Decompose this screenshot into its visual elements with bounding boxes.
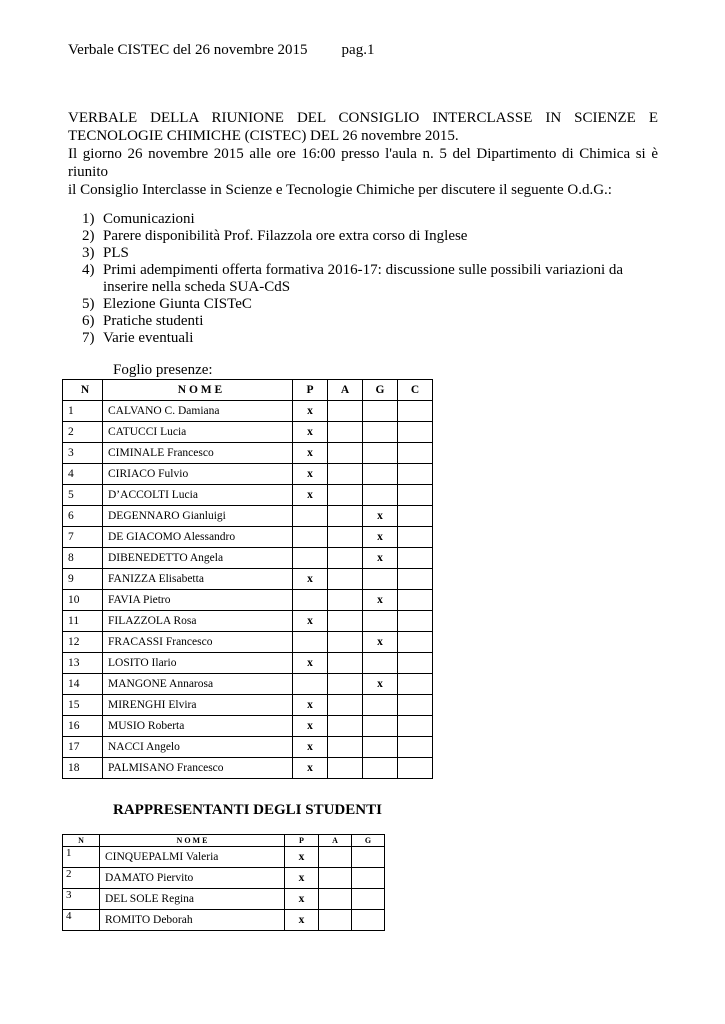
col-header-p: P (293, 380, 328, 401)
cell-name: MANGONE Annarosa (103, 674, 293, 695)
cell-g (363, 464, 398, 485)
col-header-p: P (285, 835, 319, 847)
cell-n: 6 (63, 506, 103, 527)
intro-paragraph (68, 109, 658, 199)
agenda-item (68, 245, 648, 262)
agenda-number: 6) (82, 313, 95, 329)
cell-g (363, 485, 398, 506)
intro-line: TECNOLOGIE CHIMICHE (CISTEC) DEL 26 novembre 2015. (68, 128, 459, 144)
table-row (63, 611, 433, 632)
cell-p: x (293, 695, 328, 716)
cell-a (328, 422, 363, 443)
cell-n: 12 (63, 632, 103, 653)
cell-c (398, 758, 433, 779)
cell-p (293, 590, 328, 611)
cell-c (398, 737, 433, 758)
cell-n: 15 (63, 695, 103, 716)
cell-c (398, 674, 433, 695)
cell-a (319, 910, 352, 931)
cell-p: x (293, 611, 328, 632)
cell-name: DEGENNARO Gianluigi (103, 506, 293, 527)
cell-a (328, 737, 363, 758)
cell-name: FILAZZOLA Rosa (103, 611, 293, 632)
cell-c (398, 527, 433, 548)
intro-line: VERBALE DELLA RIUNIONE DEL CONSIGLIO INTERCLASSE IN SCIENZE E (68, 110, 658, 126)
cell-g (352, 847, 385, 868)
cell-c (398, 464, 433, 485)
cell-name: FAVIA Pietro (103, 590, 293, 611)
attendance-table (62, 379, 433, 779)
table-row (63, 401, 433, 422)
document-title: Verbale CISTEC del 26 novembre 2015 (68, 42, 308, 58)
cell-n: 17 (63, 737, 103, 758)
table-row (63, 590, 433, 611)
cell-name: CIMINALE Francesco (103, 443, 293, 464)
table-row (63, 758, 433, 779)
cell-n: 11 (63, 611, 103, 632)
attendance-label: Foglio presenze: (113, 362, 213, 378)
col-header-g: G (363, 380, 398, 401)
table-row (63, 569, 433, 590)
cell-a (328, 506, 363, 527)
cell-p: x (293, 653, 328, 674)
table-row (63, 868, 385, 889)
table-row (63, 632, 433, 653)
cell-a (328, 485, 363, 506)
cell-p: x (293, 569, 328, 590)
col-header-n: N (63, 835, 100, 847)
table-row (63, 464, 433, 485)
col-header-a: A (328, 380, 363, 401)
table-row (63, 910, 385, 931)
cell-name: LOSITO Ilario (103, 653, 293, 674)
agenda-text: PLS (103, 245, 129, 261)
cell-a (328, 527, 363, 548)
cell-n: 13 (63, 653, 103, 674)
cell-p (293, 527, 328, 548)
cell-a (328, 716, 363, 737)
cell-p (293, 674, 328, 695)
cell-c (398, 695, 433, 716)
cell-g (352, 868, 385, 889)
agenda-number: 2) (82, 228, 95, 244)
students-table (62, 834, 385, 931)
cell-n: 2 (63, 422, 103, 443)
cell-g (363, 653, 398, 674)
table-row (63, 889, 385, 910)
col-header-c: C (398, 380, 433, 401)
cell-p (293, 548, 328, 569)
col-header-name: N O M E (100, 835, 285, 847)
students-title: RAPPRESENTANTI DEGLI STUDENTI (113, 802, 382, 818)
agenda-item (68, 330, 648, 347)
table-row (63, 506, 433, 527)
attendance-header-row (63, 380, 433, 401)
agenda-number: 4) (82, 262, 95, 278)
cell-g: x (363, 674, 398, 695)
cell-a (328, 674, 363, 695)
cell-c (398, 569, 433, 590)
cell-a (328, 569, 363, 590)
cell-g: x (363, 632, 398, 653)
cell-n: 14 (63, 674, 103, 695)
agenda-text: Pratiche studenti (103, 313, 204, 329)
col-header-a: A (319, 835, 352, 847)
cell-n: 10 (63, 590, 103, 611)
cell-a (328, 548, 363, 569)
col-header-n: N (63, 380, 103, 401)
agenda-item (68, 296, 648, 313)
cell-g: x (363, 527, 398, 548)
cell-c (398, 716, 433, 737)
cell-name: D’ACCOLTI Lucia (103, 485, 293, 506)
agenda-number: 1) (82, 211, 95, 227)
cell-c (398, 443, 433, 464)
col-header-name: N O M E (103, 380, 293, 401)
table-row (63, 737, 433, 758)
cell-c (398, 611, 433, 632)
cell-a (328, 695, 363, 716)
table-row (63, 847, 385, 868)
table-row (63, 485, 433, 506)
cell-a (319, 868, 352, 889)
cell-p: x (293, 485, 328, 506)
cell-p: x (293, 737, 328, 758)
cell-g (363, 737, 398, 758)
cell-a (328, 653, 363, 674)
cell-n: 4 (63, 910, 100, 931)
cell-n: 9 (63, 569, 103, 590)
cell-g (363, 716, 398, 737)
cell-c (398, 632, 433, 653)
agenda-number: 7) (82, 330, 95, 346)
agenda-text: Elezione Giunta CISTeC (103, 296, 252, 312)
cell-n: 16 (63, 716, 103, 737)
cell-a (328, 611, 363, 632)
col-header-g: G (352, 835, 385, 847)
cell-a (328, 443, 363, 464)
cell-g: x (363, 590, 398, 611)
cell-name: FANIZZA Elisabetta (103, 569, 293, 590)
cell-n: 1 (63, 847, 100, 868)
table-row (63, 716, 433, 737)
cell-n: 1 (63, 401, 103, 422)
cell-c (398, 485, 433, 506)
cell-n: 2 (63, 868, 100, 889)
cell-g (363, 611, 398, 632)
cell-a (319, 889, 352, 910)
agenda-item (68, 228, 648, 245)
cell-name: DAMATO Piervito (100, 868, 285, 889)
agenda-item (68, 313, 648, 330)
cell-a (328, 590, 363, 611)
agenda-number: 5) (82, 296, 95, 312)
cell-g: x (363, 548, 398, 569)
cell-p: x (293, 422, 328, 443)
cell-g (363, 569, 398, 590)
intro-line: il Consiglio Interclasse in Scienze e Tecnologie Chimiche per discutere il seguente O.d.G.: (68, 182, 612, 198)
cell-c (398, 401, 433, 422)
cell-p: x (293, 716, 328, 737)
cell-n: 4 (63, 464, 103, 485)
page-header (68, 42, 374, 59)
cell-c (398, 422, 433, 443)
cell-name: CIRIACO Fulvio (103, 464, 293, 485)
cell-n: 18 (63, 758, 103, 779)
cell-g (363, 401, 398, 422)
cell-name: PALMISANO Francesco (103, 758, 293, 779)
page-number: pag.1 (341, 42, 375, 58)
cell-p: x (293, 401, 328, 422)
cell-p: x (285, 868, 319, 889)
agenda-item (68, 211, 648, 228)
cell-c (398, 548, 433, 569)
cell-n: 3 (63, 443, 103, 464)
cell-g: x (363, 506, 398, 527)
cell-p: x (293, 443, 328, 464)
cell-a (328, 401, 363, 422)
cell-p: x (293, 464, 328, 485)
table-row (63, 527, 433, 548)
cell-name: CALVANO C. Damiana (103, 401, 293, 422)
table-row (63, 422, 433, 443)
cell-name: ROMITO Deborah (100, 910, 285, 931)
cell-g (363, 758, 398, 779)
agenda-item (68, 262, 648, 296)
cell-name: CATUCCI Lucia (103, 422, 293, 443)
table-row (63, 695, 433, 716)
cell-a (328, 758, 363, 779)
cell-g (352, 910, 385, 931)
cell-c (398, 653, 433, 674)
cell-p: x (285, 847, 319, 868)
agenda-list (68, 211, 648, 347)
cell-name: MUSIO Roberta (103, 716, 293, 737)
students-header-row (63, 835, 385, 847)
table-row (63, 674, 433, 695)
table-row (63, 443, 433, 464)
cell-a (328, 632, 363, 653)
cell-name: CINQUEPALMI Valeria (100, 847, 285, 868)
cell-p: x (285, 889, 319, 910)
agenda-text: Primi adempimenti offerta formativa 2016-17: discussione sulle possibili variazioni da inserire nella scheda SUA-CdS (103, 262, 624, 295)
cell-n: 7 (63, 527, 103, 548)
cell-name: DE GIACOMO Alessandro (103, 527, 293, 548)
agenda-text: Parere disponibilità Prof. Filazzola ore extra corso di Inglese (103, 228, 468, 244)
cell-p (293, 632, 328, 653)
table-row (63, 548, 433, 569)
cell-n: 5 (63, 485, 103, 506)
cell-p (293, 506, 328, 527)
cell-name: MIRENGHI Elvira (103, 695, 293, 716)
agenda-text: Varie eventuali (103, 330, 194, 346)
cell-g (363, 695, 398, 716)
cell-p: x (293, 758, 328, 779)
cell-c (398, 590, 433, 611)
cell-n: 8 (63, 548, 103, 569)
cell-a (319, 847, 352, 868)
table-row (63, 653, 433, 674)
cell-a (328, 464, 363, 485)
cell-name: DEL SOLE Regina (100, 889, 285, 910)
agenda-text: Comunicazioni (103, 211, 195, 227)
cell-g (352, 889, 385, 910)
intro-line: Il giorno 26 novembre 2015 alle ore 16:00 presso l'aula n. 5 del Dipartimento di Chimica si è riunito (68, 146, 658, 180)
cell-name: DIBENEDETTO Angela (103, 548, 293, 569)
cell-name: NACCI Angelo (103, 737, 293, 758)
cell-p: x (285, 910, 319, 931)
cell-g (363, 443, 398, 464)
cell-g (363, 422, 398, 443)
cell-name: FRACASSI Francesco (103, 632, 293, 653)
agenda-number: 3) (82, 245, 95, 261)
cell-n: 3 (63, 889, 100, 910)
cell-c (398, 506, 433, 527)
